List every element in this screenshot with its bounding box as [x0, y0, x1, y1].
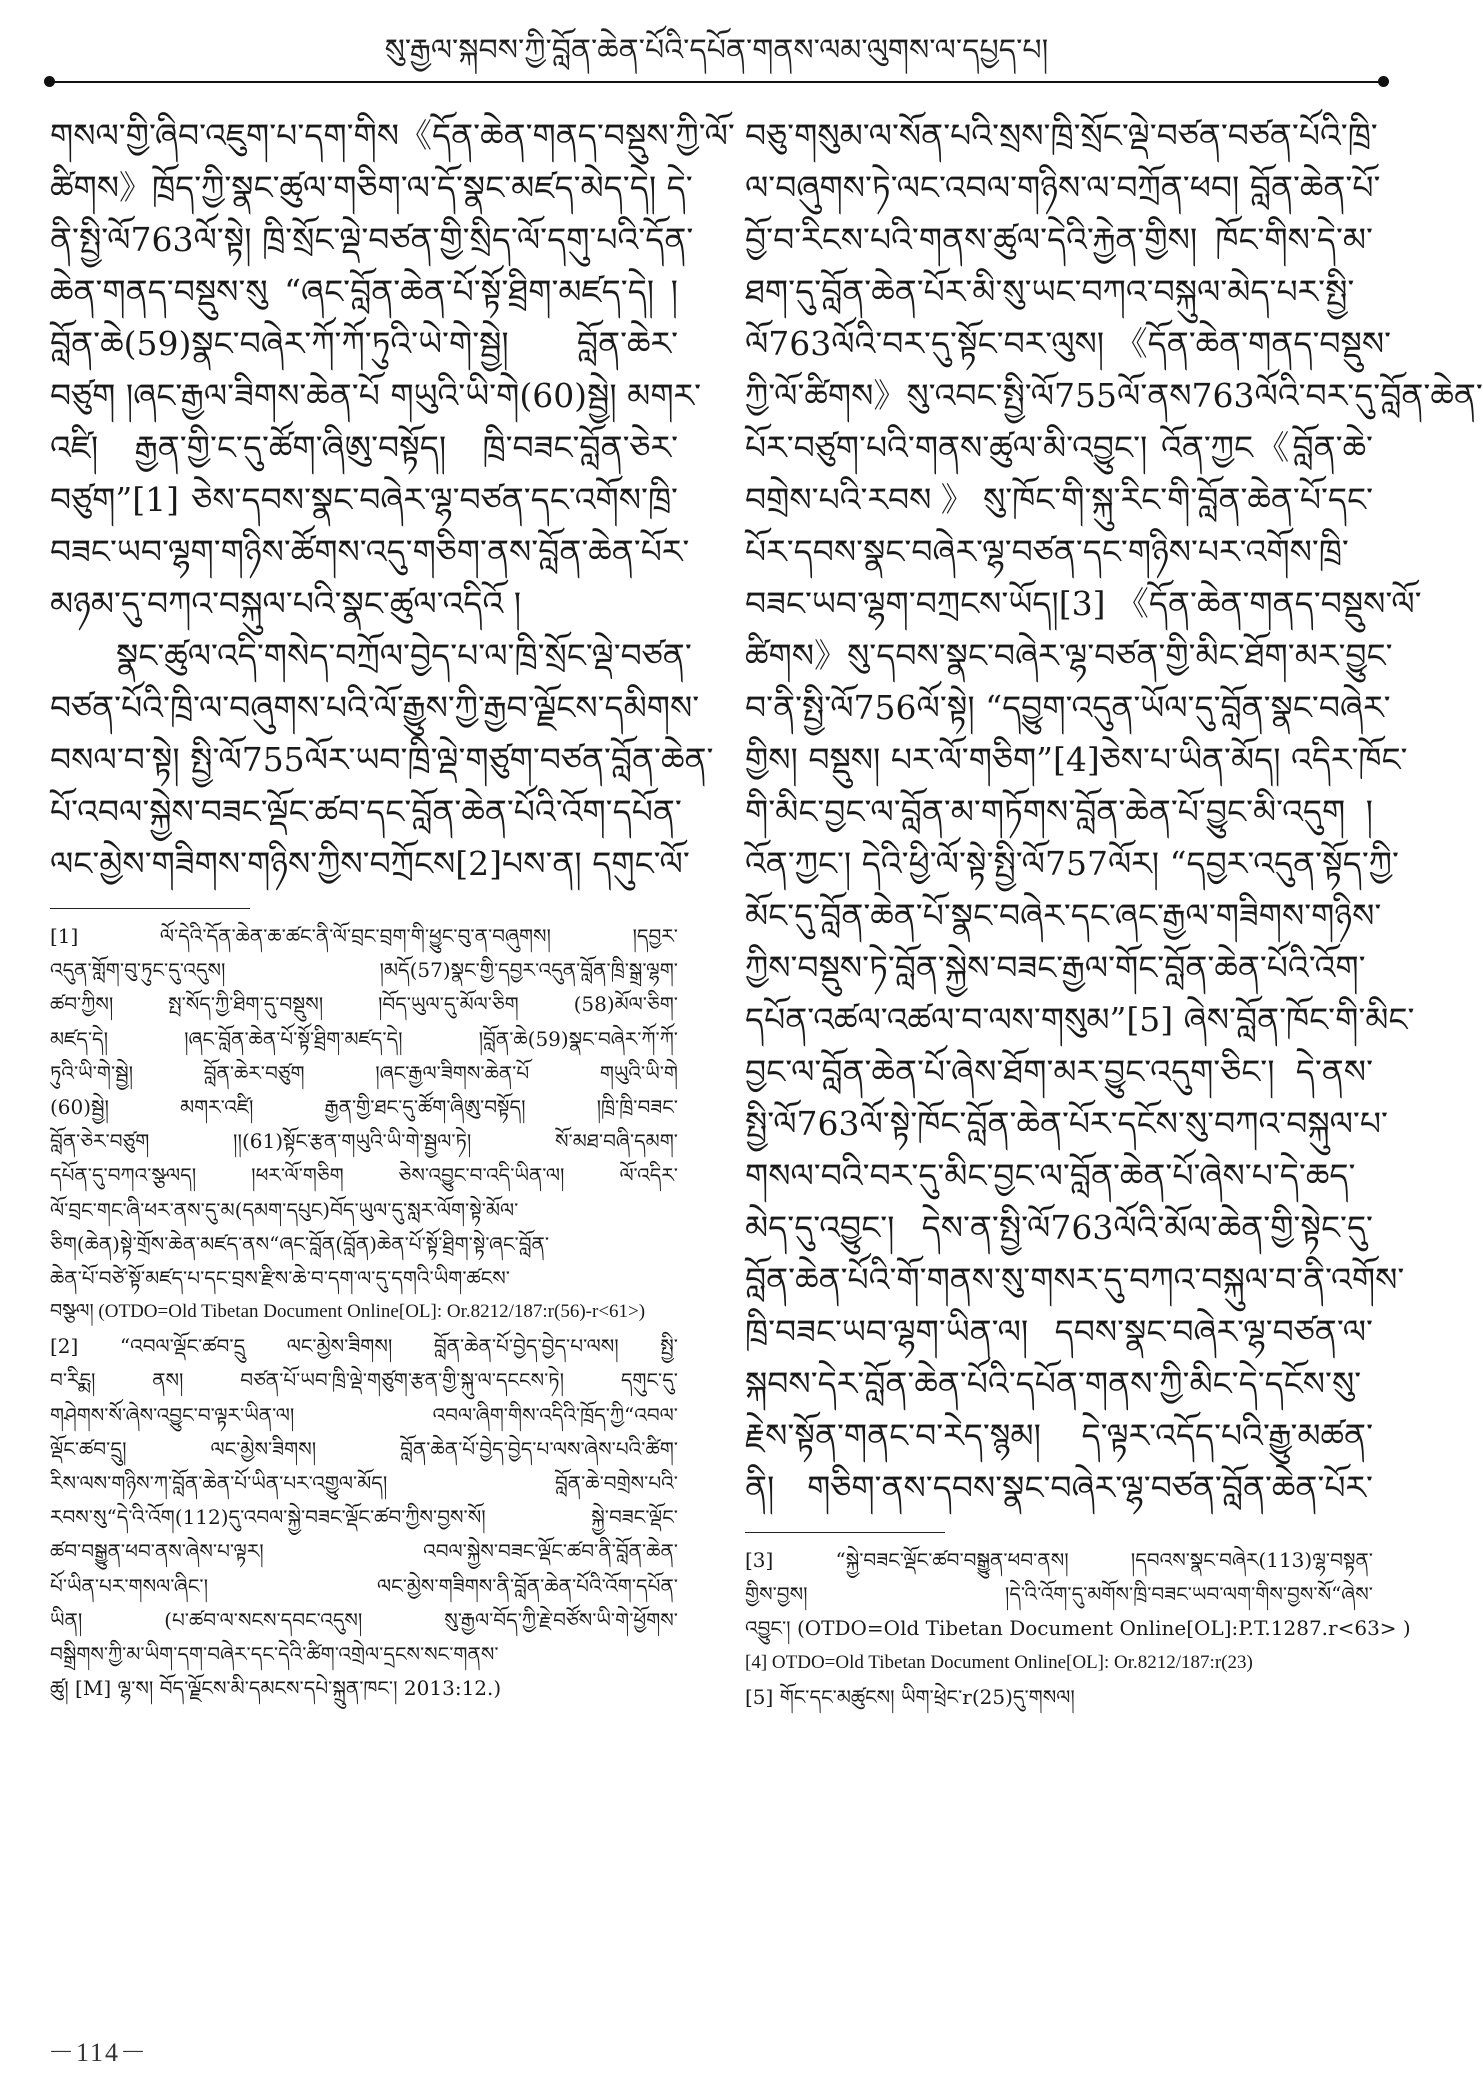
- body-line: བཅུ་གསུམ་ལ་སོན་པའི་སྲས་ཁྲི་སྲོང་ལྡེ་བཙན་བཙན་པོའི་ཁྲི་: [745, 116, 1378, 155]
- footnote-line: ཏུའི་ཡི་གེ་སྦྱེ། བློན་ཆེར་བཙུག །ཞང་རྒྱལ་ཟིགས་ཆེན་པོ གཡུའི་ཡི་གེ: [50, 1060, 678, 1085]
- page-number: －114－: [48, 2038, 149, 2067]
- footnote-line: པོ་ཡིན་པར་གསལ་ཞིང་། ལང་མྱེས་གཟིགས་ནི་བློན་ཆེན་པོའི་འོག་དཔོན་: [50, 1573, 678, 1598]
- body-line: ཁྲི་བཟང་ཡབ་ལྷག་ཡིན་ལ། དབས་སྣང་བཞེར་ལྷ་བཙན་ལ་: [745, 1312, 1373, 1351]
- body-line: བསལ་བ་སྟེ། སྤྱི་ལོ755ལོར་ཡབ་ཁྲི་ལྡེ་གཙུག་བཙན་བློན་ཆེན་: [50, 740, 714, 779]
- footnote-line: མཛད་དེ། །ཞང་བློན་ཆེན་པོ་སྟོ་ཐྲིག་མཛད་དེ། །བློན་ཆེ(59)སྣང་བཞེར་ཀོ་ཀོ་: [50, 1026, 678, 1051]
- left-body-paragraph-1: [50, 110, 735, 630]
- left-body-paragraph-2: [50, 630, 714, 890]
- footnote-rule: [50, 908, 250, 909]
- body-line: ལ་བཞུགས་ཏེ་ལང་འབལ་གཉིས་ལ་བཀྲོན་ཕབ། བློན་ཆེན་པོ་: [745, 168, 1381, 207]
- footnote-line: ཅིག(ཆེན)སྟེ་གྲོས་ཆེན་མཛད་ནས“ཞང་བློན(བློན)ཆེན་པོ་སྟོ་ཐྲིག་སྟེ་ཞང་བློན་: [50, 1231, 550, 1256]
- footnote-line: [1] ལོ་དེའི་དོན་ཆེན་ཆ་ཚང་ནི་ལོ་བྲང་བྲག་གི་ཕྱུང་བུ་ན་བཞུགས། །དབྱར་: [50, 924, 678, 948]
- body-line: ནི། གཅིག་ནས་དབས་སྣང་བཞེར་ལྷ་བཙན་བློན་ཆེན་པོར་: [745, 1468, 1373, 1507]
- body-line: འཛི། རྒྱན་གྱི་ང་དུ་ཚོག་ཞིཨུ་བསྟོད། ཁྲི་བཟང་བློན་ཅེར་: [50, 428, 678, 467]
- body-line: རྗེས་སྟོན་གནང་བ་རེད་སྙམ། དེ་ལྟར་འདོད་པའི་རྒྱུ་མཚན་: [745, 1416, 1373, 1455]
- footnote-line: ཚབ་བསྒྱུན་ཕབ་ནས་ཞེས་པ་ལྟར། འབལ་སྐྱེས་བཟང་ལྡོང་ཚབ་ནི་བློན་ཆེན་: [50, 1539, 678, 1564]
- footnote-line: [4] OTDO=Old Tibetan Document Online[OL]: Or.8212/187:r(23): [745, 1651, 1253, 1673]
- body-line: པོར་བཙུག་པའི་གནས་ཚུལ་མི་འབྱུང་། འོན་ཀྱང《བློན་ཆེ་: [745, 428, 1373, 467]
- body-line: གྱིས། བསྡུས། པར་ལོ་གཅིག”[4]ཅེས་པ་ཡིན་མོད། འདིར་ཁོང་: [745, 740, 1408, 779]
- body-line: བློན་ཆེ(59)སྣང་བཞེར་ཀོ་ཀོ་ཏུའི་ཡེ་གེ་སྦྱེ། བློན་ཆེར་: [50, 324, 678, 363]
- footnote-line: ཆེན་པོ་བཙེ་སྟོ་མཛད་པ་དང་བྲས་རྫིས་ཆེ་བ་དག་ལ་དུ་དགའི་ཡིག་ཚངས་: [50, 1265, 510, 1290]
- body-line: བཙུག”[1] ཅེས་དབས་སྣང་བཞེར་ལྷ་བཙན་དང་འགོས་ཁྲི་: [50, 480, 678, 519]
- body-line: ཚིགས》ཁྲོད་ཀྱི་སྣང་ཚུལ་གཅིག་ལ་དོ་སྣང་མཛད་མེད་དེ། དེ་: [50, 168, 693, 207]
- body-line: པོ་འབལ་སྐྱེས་བཟང་ལྡོང་ཚབ་དང་བློན་ཆེན་པོའི་འོག་དཔོན་: [50, 792, 682, 831]
- body-line: བཟང་ཡབ་ལྷག་བཀྲངས་ཡོད།[3] 《དོན་ཆེན་གནད་བསྡུས་ལོ་: [745, 584, 1422, 623]
- right-footnotes: [745, 1543, 1411, 1714]
- body-line: མཉམ་དུ་བཀའ་བསྐུལ་པའི་སྣང་ཚུལ་འདིའོ །: [50, 584, 522, 623]
- footnote-line: ལོ་བྲང་གང་ཞི་ཕར་ནས་དུ་མ(དམག་དཔུང)བོད་ཡུལ་དུ་སླར་ལོག་སྟེ་མོལ་: [50, 1197, 519, 1222]
- body-line: བཙུག །ཞང་རྒྱལ་ཟིགས་ཆེན་པོ གཡུའི་ཡི་གེ(60)སྦྱེ། མགར་: [50, 376, 702, 415]
- body-line: སྐབས་དེར་བློན་ཆེན་པོའི་དཔོན་གནས་ཀྱི་མིང་དེ་དངོས་སུ་: [745, 1364, 1362, 1403]
- footnote-line: ཚབ་ཀྱིས། སྤ་སོད་ཀྱི་ཐིག་དུ་བསྡུས། །བོད་ཡུལ་དུ་མོལ་ཅིག (58)མོལ་ཅིག་: [50, 992, 678, 1017]
- body-line: མེད་དུ་འབྱུང་། དེས་ན་སྤྱི་ལོ763ལོའི་མོལ་ཆེན་གྱི་སྟེང་དུ་: [745, 1208, 1373, 1247]
- left-footnotes: [50, 919, 678, 1705]
- body-line: གསལ་གྱི་ཞིབ་འཇུག་པ་དག་གིས《དོན་ཆེན་གནད་བསྡུས་ཀྱི་ལོ་: [50, 116, 735, 155]
- body-line: བྱང་ལ་བློན་ཆེན་པོ་ཞེས་ཐོག་མར་བྱུང་འདུག་ཅིང་། དེ་ནས་: [745, 1052, 1373, 1091]
- footnote-line: རབས་སུ“དེ་འི་འོག(112)དུ་འབལ་སྐྱེ་བཟང་ལྡོང་ཚབ་ཀྱིས་བྱས་སོ། སྐྱེ་བཟང་ལྡོང་: [50, 1505, 678, 1530]
- body-line: ཆེན་གནད་བསྡུས་སུ “ཞང་བློན་ཆེན་པོ་སྟོ་ཐྲིག་མཛད་དེ། །: [50, 272, 678, 311]
- body-line: ལོ763ལོའི་བར་དུ་སྟོང་བར་ལུས། 《དོན་ཆེན་གནད་བསྡུས་: [745, 324, 1392, 363]
- body-line: འོན་ཀྱང་། དེའི་ཕྱི་ལོ་སྟེ་སྤྱི་ལོ757ལོར། “དབྱར་འདུན་སྟོད་ཀྱི་: [745, 844, 1399, 883]
- footnote-line: ལྡོང་ཚབ་དྲུ། ལང་མྱེས་ཟིགས། བློན་ཆེན་པོ་བྱེད་བྱེད་པ་ལས་ཞེས་པའི་ཚིག་: [50, 1436, 678, 1461]
- body-line: བགྲེས་པའི་རབས》སུ་ཁོང་གི་སྐུ་རིང་གི་བློན་ཆེན་པོ་དང་: [745, 480, 1373, 519]
- footnote-line: བསྒྲིགས་ཀྱི་མ་ཡིག་དག་བཞེར་དང་དེའི་ཚིག་འགྲེལ་དྲངས་སང་གནས་: [50, 1641, 499, 1666]
- body-line: གསལ་བའི་བར་དུ་མིང་བྱང་ལ་བློན་ཆེན་པོ་ཞེས་པ་དེ་ཆད་: [745, 1156, 1356, 1195]
- footnote-line: ཚུ། [M] ལྷ་ས། བོད་ལྗོངས་མི་དམངས་དཔེ་སྐྲུན་ཁང་། 2013:12.): [50, 1676, 502, 1701]
- footnote-line: [3] “སྐྱེ་བཟང་ལྡོང་ཚབ་བསྒྱུན་ཕབ་ནས། །དབའས་སྣང་བཞེར(113)ལྷ་བསྟན་: [745, 1548, 1373, 1572]
- footnote-line: དཔོན་དུ་བཀའ་སྩལད། །ཕར་ལོ་གཅིག ཅེས་འབྱུང་བ་འདི་ཡིན་ལ། ལོ་འདིར་: [50, 1163, 678, 1188]
- footnote-line: བློན་ཅེར་བཙུག །།(61)སྟོང་རྩན་གཡུའི་ཡི་གེ་སྦྱལ་ཏེ། སོ་མཐ་བཞི་དམག་: [50, 1129, 678, 1154]
- body-line: མོང་དུ་བློན་ཆེན་པོ་སྣང་བཞེར་དང་ཞང་རྒྱལ་གཟིགས་གཉིས་: [745, 896, 1382, 935]
- body-line: ཚིགས》སུ་དབས་སྣང་བཞེར་ལྷ་བཙན་གྱི་མིང་ཐོག་མར་བྱུང་: [745, 636, 1393, 675]
- footnote-line: འདུན་གློག་བུ་ཏུང་དུ་འདུས། །མདོ(57)སྣང་གྱི་དབྱར་འདུན་བློན་ཁྲི་སྒྲ་ལྷག་: [50, 958, 678, 983]
- header-rule: [50, 81, 1383, 83]
- header-rule-left-dot: [44, 76, 55, 87]
- body-line: ཀྱི་ལོ་ཚིགས》སུ་འབང་སྤྱི་ལོ755ལོ་ནས763ལོའི་བར་དུ་བློན་ཆེན་: [745, 376, 1483, 415]
- footnote-line: གྱིས་བྱས། །དེ་འི་འོག་དུ་མགོས་ཁྲི་བཟང་ཡབ་ལག་གིས་བྱས་སོ“ཞེས་: [745, 1582, 1373, 1607]
- running-header: སུ་རྒྱལ་སྐབས་ཀྱི་བློན་ཆེན་པོའི་དཔོན་གནས་ལམ་ལུགས་ལ་དཔྱད་པ།: [384, 33, 1049, 68]
- footnote-line: བསྩལ། (OTDO=Old Tibetan Document Online[OL]: Or.8212/187:r(56)-r<61>): [50, 1301, 646, 1323]
- body-line: བློན་ཆེན་པོའི་གོ་གནས་སུ་གསར་དུ་བཀའ་བསྐུལ་བ་ནི་འགོས་: [745, 1260, 1405, 1299]
- body-line: སྣང་ཚུལ་འདི་གསེད་བཀྲོལ་བྱེད་པ་ལ་ཁྲི་སྲོང་ལྡེ་བཙན་: [116, 636, 692, 675]
- body-line: པོར་དབས་སྣང་བཞེར་ལྷ་བཙན་དང་གཉིས་པར་འགོས་ཁྲི་: [745, 532, 1349, 571]
- body-line: བཟང་ཡབ་ལྷག་གཉིས་ཚོགས་འདུ་གཅིག་ནས་བློན་ཆེན་པོར་: [50, 532, 690, 571]
- footnote-rule: [745, 1532, 945, 1533]
- body-line: ལང་མྱེས་གཟིགས་གཉིས་ཀྱིས་བཀྲོངས[2]པས་ན། དགུང་ལོ་: [50, 844, 690, 883]
- footnote-line: འབྱུང་། (OTDO=Old Tibetan Document Online[OL]:P.T.1287.r<63> ): [745, 1616, 1411, 1641]
- body-line: ཀྱིས་བསྡུས་ཏེ་བློན་སྐྱེས་བཟང་རྒྱལ་གོང་བློན་ཆེན་པོའི་འོག་: [745, 948, 1366, 987]
- footnote-line: བ་རིངྨ། ནས། བཙན་པོ་ཡབ་ཁྲི་ལྡེ་གཙུག་རྩན་གྱི་སྐུ་ལ་དངངས་ཏེ། དགུང་དུ་: [50, 1368, 678, 1393]
- body-line: བྱོ་བ་རིངས་པའི་གནས་ཚུལ་དེའི་རྐྱེན་གྱིས། ཁོང་གིས་དེ་མ་: [745, 220, 1373, 259]
- body-line: བ་ནི་སྤྱི་ལོ756ལོ་སྟེ། “དབྱུག་འདུན་ཡོལ་དུ་བློན་སྣང་བཞེར་: [745, 688, 1391, 727]
- body-line: ནི་སྤྱི་ལོ763ལོ་སྟེ། ཁྲི་སྲོང་ལྡེ་བཙན་གྱི་སྲིད་ལོ་དགུ་པའི་དོན་: [50, 220, 694, 259]
- body-line: བཙན་པོའི་ཁྲི་ལ་བཞུགས་པའི་ལོ་རྒྱུས་ཀྱི་རྒྱབ་ལྗོངས་དམིགས་: [50, 688, 700, 727]
- footnote-line: (60)སྦྱེ། མགར་འཛི། རྒྱན་གྱི་ཐང་དུ་ཚོག་ཞིཨུ་བསྟོད། །ཁྲི་ཁྲི་བཟང་: [50, 1094, 678, 1119]
- left-column: [50, 110, 735, 1705]
- footnote-line: [2] “འབལ་ལྡོང་ཚབ་དྲུ ལང་མྱེས་ཟིགས། བློན་ཆེན་པོ་བྱེད་བྱེད་པ་ལས། སྤྱི་: [50, 1334, 678, 1359]
- footnote-line: [5] གོང་དང་མཚུངས། ཡིག་ཕྲེང་r(25)དུ་གསལ།: [745, 1684, 1075, 1709]
- body-line: ཐག་དུ་བློན་ཆེན་པོར་མི་སུ་ཡང་བཀའ་བསྐུལ་མེད་པར་སྤྱི་: [745, 272, 1355, 311]
- footnote-line: ཡིན། (པ་ཚབ་ལ་སངས་དབང་འདུས། སུ་རྒྱལ་བོད་ཀྱི་རྗེ་བཙོས་ཡི་གེ་ཕྱོགས་: [50, 1607, 678, 1632]
- header-rule-right-dot: [1378, 76, 1389, 87]
- body-line: སྤྱི་ལོ763ལོ་སྟེ་ཁོང་བློན་ཆེན་པོར་དངོས་སུ་བཀའ་བསྐུལ་པ་: [745, 1104, 1388, 1143]
- right-body: [745, 110, 1483, 1514]
- body-line: གི་མིང་བྱང་ལ་བློན་མ་གཏོགས་བློན་ཆེན་པོ་བྱུང་མི་འདུག །: [745, 792, 1373, 831]
- right-column: [745, 110, 1483, 1714]
- footnote-line: གཤེགས་སོ་ཞེས་འབྱུང་བ་ལྟར་ཡིན་ལ། འབལ་ཞིག་གིས་འདིའི་ཁྲོད་ཀྱི“འབལ་: [50, 1402, 678, 1427]
- body-line: དཔོན་འཚལ་འཚལ་བ་ལས་གསུམ”[5] ཞེས་བློན་ཁོང་གི་མིང་: [745, 1000, 1415, 1039]
- footnote-line: རིས་ལས་གཉིས་ཀ་བློན་ཆེན་པོ་ཡིན་པར་འགྱུལ་མོད། བློན་ཆེ་བགྲེས་པའི་: [50, 1471, 678, 1495]
